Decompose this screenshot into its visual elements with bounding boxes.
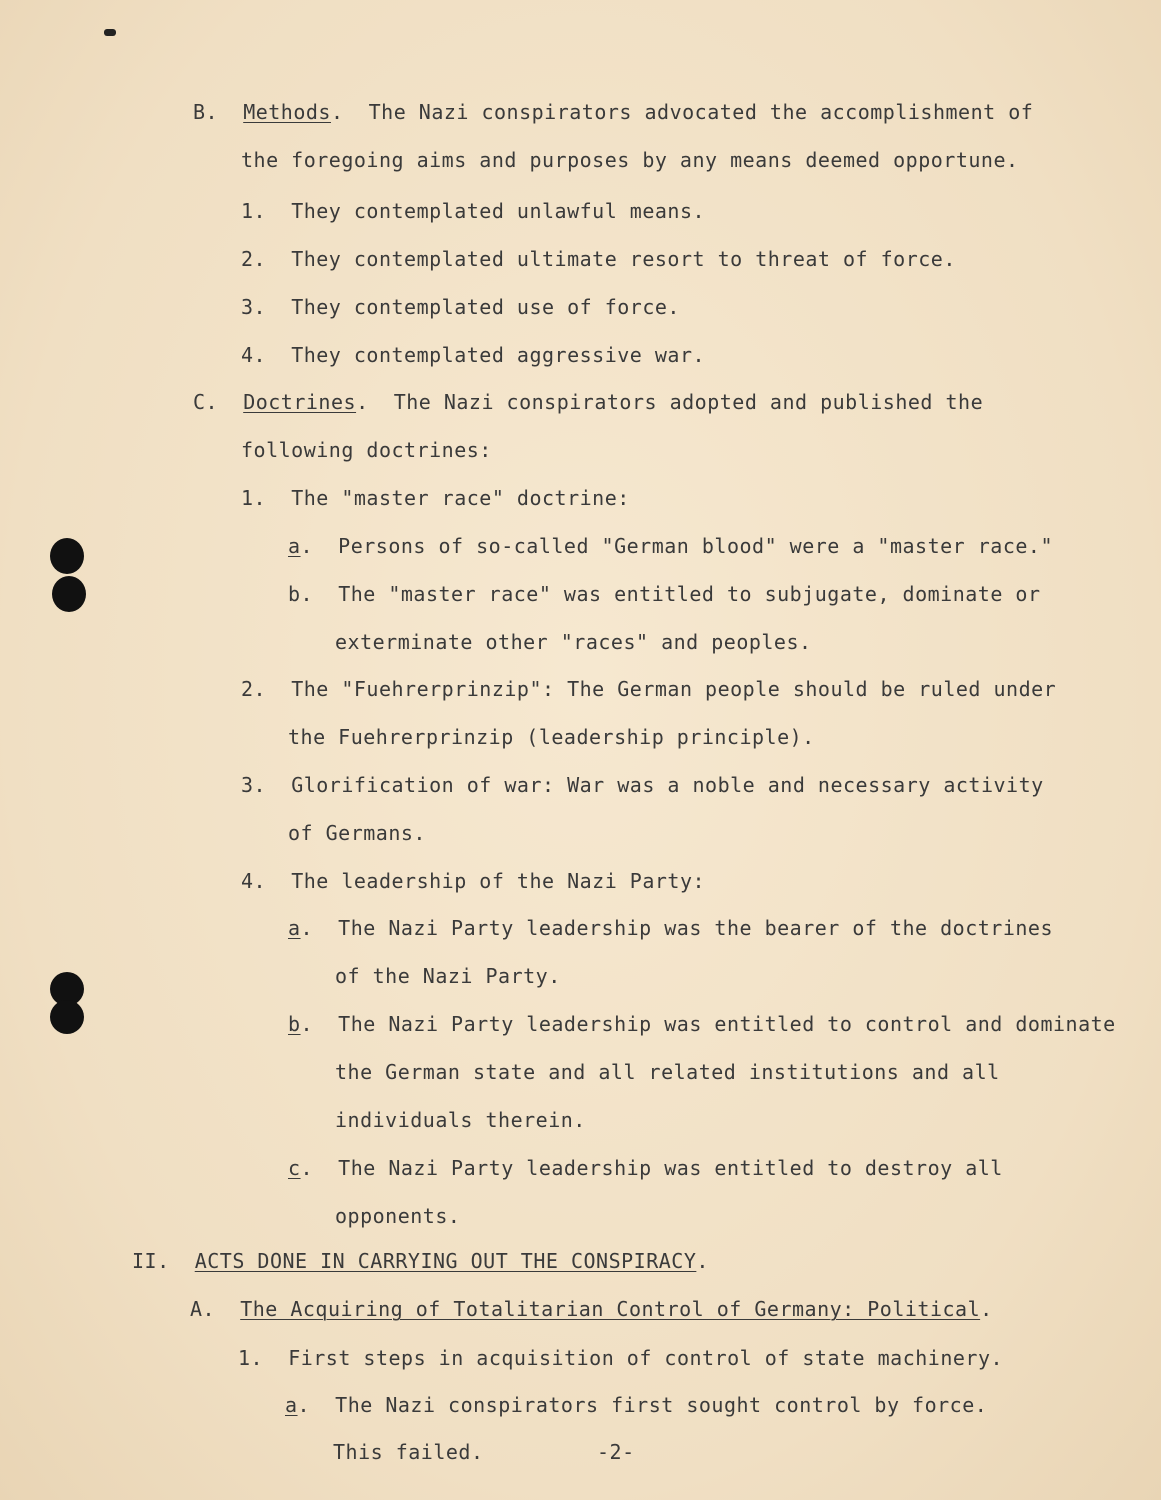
sub-item-continuation [335,630,812,654]
section-heading: Methods [243,100,331,124]
sub-item-continuation [335,964,561,988]
sub-item [288,582,1040,606]
ink-mark [104,29,116,36]
binder-hole [50,538,84,574]
sub-item-letter: b [288,1012,301,1036]
sub-item-letter: a [288,534,301,558]
part-title: ACTS DONE IN CARRYING OUT THE CONSPIRACY [194,1249,697,1273]
item-number: 1. [241,199,267,223]
item-text: They contemplated ultimate resort to threat of force. [291,247,956,271]
paragraph-text: the foregoing aims and purposes by any means deemed opportune. [241,148,1019,172]
section-letter: A. [190,1297,216,1321]
paragraph-text: The Nazi conspirators advocated the accomplishment of [368,100,1034,124]
sub-item-text: The Nazi conspirators first sought control by force. [335,1393,988,1417]
sub-item: c. The Nazi Party leadership was entitled to destroy all [288,1156,1003,1180]
item-text: of Germans. [288,821,426,845]
section-letter: C. [193,390,219,414]
list-item [241,247,956,271]
item-continuation [288,821,426,845]
item-number: 3. [241,295,267,319]
sub-item: a. Persons of so-called "German blood" were a "master race." [288,534,1054,558]
item-text: They contemplated aggressive war. [291,343,706,367]
item-number: 3. [241,773,267,797]
list-item [241,199,705,223]
sub-item-text: The Nazi Party leadership was the bearer of the doctrines [338,916,1054,940]
sub-item-letter: a [288,916,301,940]
item-number: 4. [241,343,267,367]
item-text: They contemplated unlawful means. [291,199,706,223]
sub-item-continuation [335,1108,586,1132]
list-item [238,1346,1003,1370]
paragraph-text: The Nazi conspirators adopted and published the [393,390,984,414]
item-continuation [288,725,815,749]
sub-item-text: the German state and all related institutions and all [335,1060,1000,1084]
binder-hole [50,1000,84,1034]
sub-item-letter: c [288,1156,301,1180]
sub-item-text: This failed. [333,1440,484,1464]
list-item [241,295,680,319]
list-item [241,486,630,510]
sub-item: a. The Nazi conspirators first sought control by force. [285,1393,988,1417]
list-item [241,677,1056,701]
section-c-line-1: C. Doctrines. The Nazi conspirators adopted and published the [193,390,984,414]
sub-item-text: The "master race" was entitled to subjugate, dominate or [338,582,1041,606]
sub-item-continuation [333,1440,484,1464]
sub-item-continuation [335,1204,460,1228]
list-item [241,773,1044,797]
item-number: 2. [241,247,267,271]
item-text: Glorification of war: War was a noble and necessary activity [291,773,1044,797]
item-number: 1. [238,1346,264,1370]
sub-item-text: exterminate other "races" and peoples. [335,630,812,654]
sub-item-text: of the Nazi Party. [335,964,561,988]
part-numeral: II. [132,1249,170,1273]
list-item [241,869,705,893]
section-letter: B. [193,100,219,124]
section-heading: Doctrines [243,390,357,414]
section-b-line-1: B. Methods. The Nazi conspirators advocated the accomplishment of [193,100,1034,124]
sub-item-text: The Nazi Party leadership was entitled to control and dominate [338,1012,1116,1036]
section-c-line-2 [241,438,492,462]
binder-hole [52,576,86,612]
sub-item-text: individuals therein. [335,1108,586,1132]
item-text: First steps in acquisition of control of state machinery. [288,1346,1004,1370]
item-number: 1. [241,486,267,510]
sub-item: b. The Nazi Party leadership was entitled to control and dominate [288,1012,1116,1036]
item-text: The leadership of the Nazi Party: [291,869,706,893]
section-heading: The Acquiring of Totalitarian Control of Germany: Political [240,1297,981,1321]
list-item [241,343,705,367]
item-text: The "Fuehrerprinzip": The German people should be ruled under [291,677,1057,701]
paragraph-text: following doctrines: [241,438,492,462]
sub-item-text: The Nazi Party leadership was entitled to destroy all [338,1156,1003,1180]
section-b-line-2 [241,148,1019,172]
sub-item-continuation [335,1060,1000,1084]
page-number: -2- [597,1440,635,1464]
item-text: They contemplated use of force. [291,295,680,319]
item-text: The "master race" doctrine: [291,486,630,510]
sub-item: a. The Nazi Party leadership was the bearer of the doctrines [288,916,1054,940]
item-text: the Fuehrerprinzip (leadership principle). [288,725,815,749]
item-number: 2. [241,677,267,701]
sub-item-text: Persons of so-called "German blood" were a "master race." [338,534,1054,558]
part-heading: II. ACTS DONE IN CARRYING OUT THE CONSPIRACY. [132,1249,709,1273]
item-number: 4. [241,869,267,893]
section-heading-line: A. The Acquiring of Totalitarian Control of Germany: Political. [190,1297,993,1321]
sub-item-letter: b. [288,582,314,606]
sub-item-text: opponents. [335,1204,461,1228]
sub-item-letter: a [285,1393,298,1417]
